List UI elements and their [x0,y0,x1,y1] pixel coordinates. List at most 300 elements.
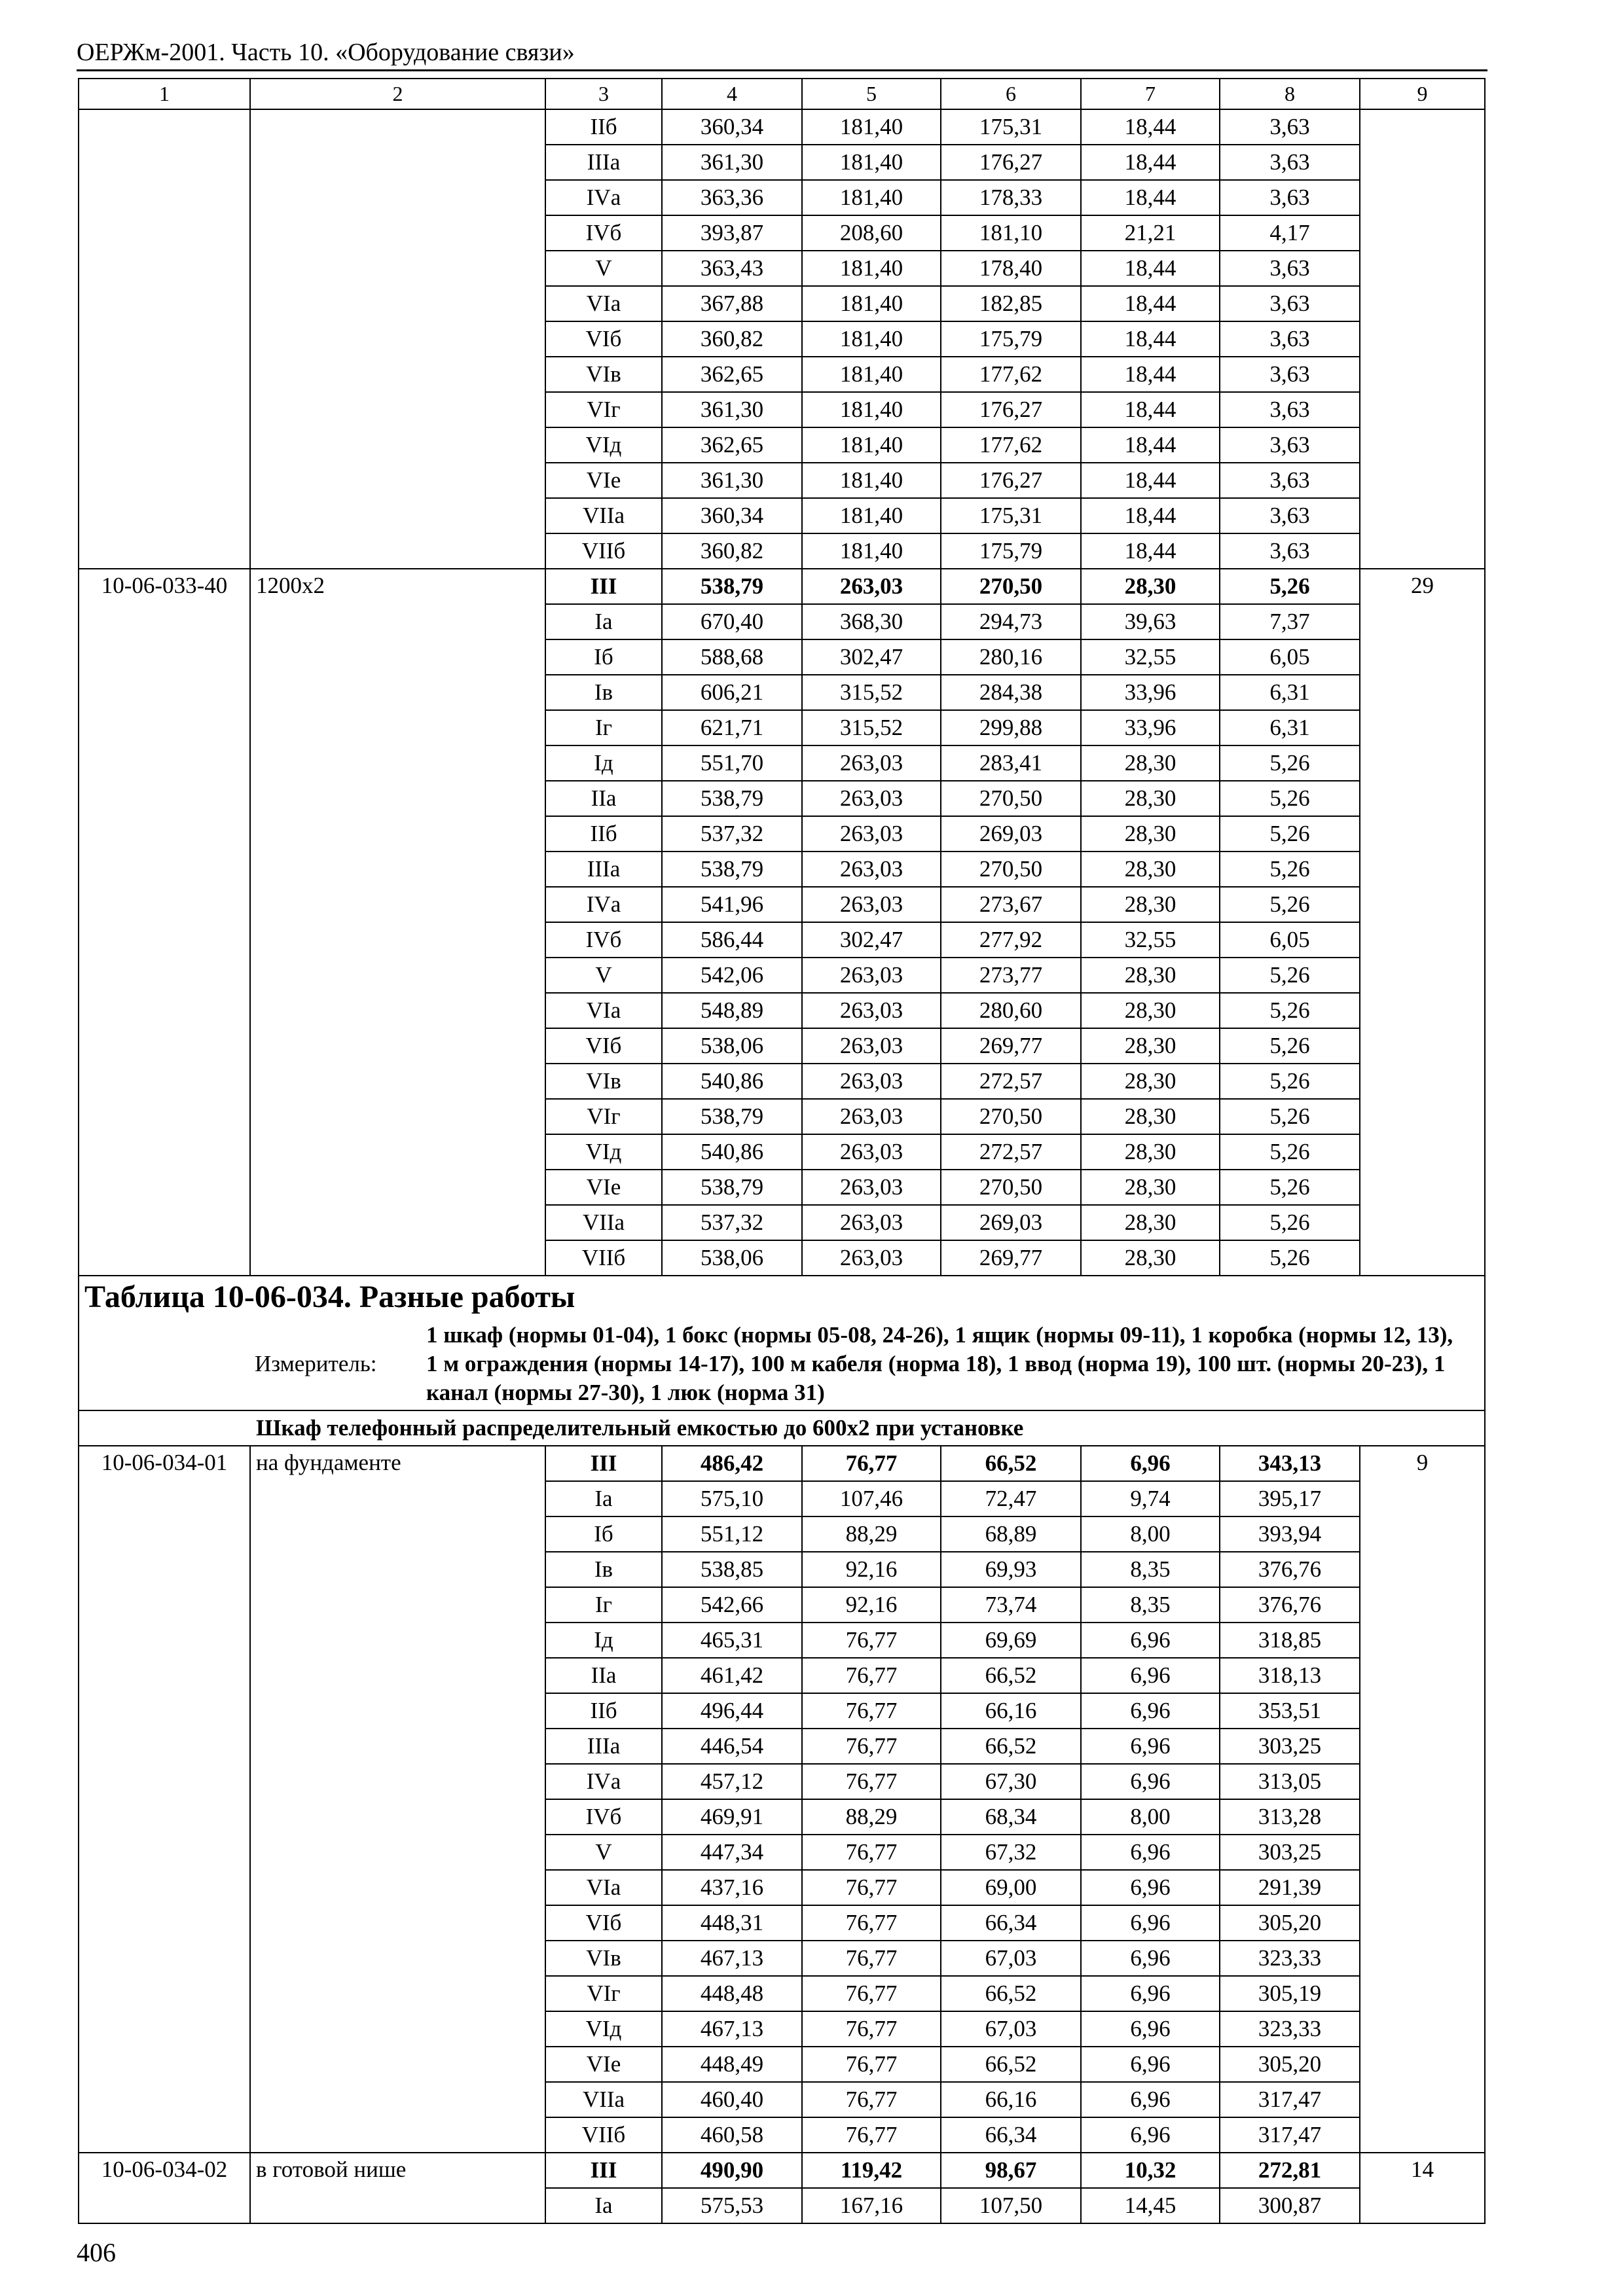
block-10-06-034-01 [79,1446,1485,2153]
value-cell: 6,96 [1081,1446,1220,1481]
value-cell: 263,03 [802,1205,941,1240]
value-cell: 305,19 [1220,1976,1360,2011]
zone-cell: IVа [545,1764,662,1799]
value-cell: 5,26 [1220,569,1360,604]
zone-cell: Iд [545,745,662,781]
value-cell: 299,88 [941,710,1081,745]
value-cell: 393,94 [1220,1516,1360,1552]
value-cell: 302,47 [802,922,941,958]
value-cell: 67,32 [941,1835,1081,1870]
value-cell: 3,63 [1220,427,1360,463]
value-cell: 360,82 [662,533,802,569]
value-cell: 3,63 [1220,357,1360,392]
value-cell: 538,79 [662,1170,802,1205]
value-cell: 18,44 [1081,427,1220,463]
value-cell: 280,16 [941,639,1081,675]
value-cell: 3,63 [1220,498,1360,533]
value-cell: 66,52 [941,1729,1081,1764]
zone-cell: VIIб [545,1240,662,1276]
zone-cell: VIб [545,1905,662,1941]
work-name [250,109,545,569]
value-cell: 263,03 [802,1170,941,1205]
value-cell: 177,62 [941,357,1081,392]
value-cell: 446,54 [662,1729,802,1764]
value-cell: 586,44 [662,922,802,958]
zone-cell: III [545,2153,662,2188]
value-cell: 76,77 [802,1835,941,1870]
table-row [79,2153,1485,2188]
value-cell: 181,40 [802,498,941,533]
zone-cell: VIIб [545,2117,662,2153]
value-cell: 92,16 [802,1587,941,1623]
zone-cell: VIг [545,1099,662,1134]
value-cell: 460,58 [662,2117,802,2153]
zone-cell: VIа [545,1870,662,1905]
value-cell: 542,66 [662,1587,802,1623]
value-cell: 5,26 [1220,1240,1360,1276]
zone-cell: IVа [545,887,662,922]
value-cell: 361,30 [662,392,802,427]
value-cell: 376,76 [1220,1587,1360,1623]
value-cell: 18,44 [1081,286,1220,321]
value-cell: 6,96 [1081,1905,1220,1941]
value-cell: 457,12 [662,1764,802,1799]
zone-cell: IIIа [545,852,662,887]
zone-cell: IVа [545,180,662,215]
value-cell: 28,30 [1081,816,1220,852]
value-cell: 460,40 [662,2082,802,2117]
value-cell: 76,77 [802,2047,941,2082]
column-number: 3 [545,79,662,109]
value-cell: 360,82 [662,321,802,357]
value-cell: 181,40 [802,251,941,286]
zone-cell: VIа [545,286,662,321]
price-table-document [78,78,1484,2224]
column-number: 7 [1081,79,1220,109]
value-cell: 263,03 [802,1240,941,1276]
value-cell: 5,26 [1220,852,1360,887]
zone-cell: VIа [545,993,662,1028]
value-cell: 28,30 [1081,781,1220,816]
norm-code: 10-06-034-02 [79,2153,250,2223]
value-cell: 538,79 [662,569,802,604]
work-name: в готовой нише [250,2153,545,2223]
block-10-06-033-40 [79,569,1485,1276]
work-name: на фундаменте [250,1446,545,2153]
value-cell: 178,33 [941,180,1081,215]
value-cell: 360,34 [662,109,802,145]
measure-text: 1 шкаф (нормы 01-04), 1 бокс (нормы 05-08, 24-26), 1 ящик (нормы 09-11), 1 коробка (нормы 12, 13), 1 м ограждения (нормы 14-17), 100 м кабеля (норма 18), 1 ввод (норма 19), 100 шт. (нормы 20-23), 1 канал (нормы 27-30), 1 люк (норма 31) [426,1322,1453,1405]
value-cell: 88,29 [802,1516,941,1552]
value-cell: 360,34 [662,498,802,533]
zone-cell: IIа [545,1658,662,1693]
value-cell: 467,13 [662,2011,802,2047]
value-cell: 66,34 [941,1905,1081,1941]
value-cell: 32,55 [1081,639,1220,675]
value-cell: 18,44 [1081,392,1220,427]
value-cell: 33,96 [1081,675,1220,710]
table-row [79,569,1485,604]
block-continued [79,109,1485,569]
table-row [79,109,1485,145]
value-cell: 317,47 [1220,2117,1360,2153]
value-cell: 28,30 [1081,1134,1220,1170]
value-cell: 175,31 [941,109,1081,145]
value-cell: 367,88 [662,286,802,321]
value-cell: 6,96 [1081,2117,1220,2153]
value-cell: 69,69 [941,1623,1081,1658]
value-cell: 6,96 [1081,1870,1220,1905]
table-034-heading [79,1276,1485,1446]
value-cell: 272,57 [941,1064,1081,1099]
value-cell: 208,60 [802,215,941,251]
value-cell: 305,20 [1220,1905,1360,1941]
col9-cell: 9 [1360,1446,1485,2153]
value-cell: 76,77 [802,2011,941,2047]
value-cell: 76,77 [802,1729,941,1764]
value-cell: 73,74 [941,1587,1081,1623]
value-cell: 5,26 [1220,781,1360,816]
running-header: ОЕРЖм-2001. Часть 10. «Оборудование связи» [77,39,575,66]
zone-cell: IIIа [545,145,662,180]
zone-cell: Iг [545,1587,662,1623]
value-cell: 182,85 [941,286,1081,321]
value-cell: 323,33 [1220,2011,1360,2047]
value-cell: 18,44 [1081,533,1220,569]
value-cell: 76,77 [802,1693,941,1729]
value-cell: 361,30 [662,463,802,498]
value-cell: 263,03 [802,993,941,1028]
zone-cell: Iа [545,2188,662,2223]
value-cell: 6,05 [1220,922,1360,958]
value-cell: 269,03 [941,816,1081,852]
value-cell: 5,26 [1220,745,1360,781]
zone-cell: Iв [545,675,662,710]
value-cell: 3,63 [1220,251,1360,286]
value-cell: 496,44 [662,1693,802,1729]
value-cell: 66,52 [941,1658,1081,1693]
value-cell: 315,52 [802,675,941,710]
value-cell: 181,40 [802,180,941,215]
value-cell: 323,33 [1220,1941,1360,1976]
value-cell: 76,77 [802,2117,941,2153]
value-cell: 181,40 [802,533,941,569]
value-cell: 270,50 [941,1099,1081,1134]
table-title-row [79,1276,1485,1410]
value-cell: 313,05 [1220,1764,1360,1799]
value-cell: 18,44 [1081,145,1220,180]
page-number: 406 [77,2238,116,2267]
value-cell: 538,79 [662,781,802,816]
value-cell: 6,31 [1220,710,1360,745]
value-cell: 393,87 [662,215,802,251]
zone-cell: VIд [545,2011,662,2047]
value-cell: 363,36 [662,180,802,215]
value-cell: 277,92 [941,922,1081,958]
value-cell: 76,77 [802,1623,941,1658]
zone-cell: Iд [545,1623,662,1658]
value-cell: 181,40 [802,392,941,427]
section-title: Шкаф телефонный распределительный емкостью до 600х2 при установке [79,1410,1485,1446]
value-cell: 538,06 [662,1240,802,1276]
value-cell: 448,31 [662,1905,802,1941]
value-cell: 270,50 [941,1170,1081,1205]
value-cell: 69,00 [941,1870,1081,1905]
value-cell: 67,03 [941,2011,1081,2047]
value-cell: 353,51 [1220,1693,1360,1729]
zone-cell: IVб [545,922,662,958]
zone-cell: VIIа [545,2082,662,2117]
value-cell: 437,16 [662,1870,802,1905]
value-cell: 10,32 [1081,2153,1220,2188]
value-cell: 6,96 [1081,2047,1220,2082]
norm-code: 10-06-034-01 [79,1446,250,2153]
value-cell: 263,03 [802,1064,941,1099]
zone-cell: Iг [545,710,662,745]
value-cell: 72,47 [941,1481,1081,1516]
value-cell: 300,87 [1220,2188,1360,2223]
value-cell: 269,03 [941,1205,1081,1240]
value-cell: 28,30 [1081,1205,1220,1240]
column-number: 6 [941,79,1081,109]
value-cell: 263,03 [802,1028,941,1064]
value-cell: 284,38 [941,675,1081,710]
value-cell: 541,96 [662,887,802,922]
zone-cell: V [545,1835,662,1870]
value-cell: 181,40 [802,321,941,357]
zone-cell: Iв [545,1552,662,1587]
value-cell: 9,74 [1081,1481,1220,1516]
value-cell: 76,77 [802,1658,941,1693]
value-cell: 6,96 [1081,1764,1220,1799]
value-cell: 5,26 [1220,1205,1360,1240]
value-cell: 465,31 [662,1623,802,1658]
zone-cell: IVб [545,215,662,251]
value-cell: 5,26 [1220,958,1360,993]
value-cell: 18,44 [1081,251,1220,286]
value-cell: 8,00 [1081,1799,1220,1835]
value-cell: 273,67 [941,887,1081,922]
value-cell: 181,40 [802,463,941,498]
value-cell: 28,30 [1081,745,1220,781]
value-cell: 6,31 [1220,675,1360,710]
value-cell: 3,63 [1220,286,1360,321]
zone-cell: Iб [545,639,662,675]
price-table [78,78,1486,2224]
value-cell: 176,27 [941,145,1081,180]
value-cell: 263,03 [802,1099,941,1134]
value-cell: 5,26 [1220,816,1360,852]
zone-cell: VIе [545,2047,662,2082]
value-cell: 263,03 [802,852,941,887]
value-cell: 362,65 [662,427,802,463]
value-cell: 315,52 [802,710,941,745]
value-cell: 175,79 [941,533,1081,569]
value-cell: 33,96 [1081,710,1220,745]
value-cell: 318,13 [1220,1658,1360,1693]
value-cell: 376,76 [1220,1552,1360,1587]
value-cell: 32,55 [1081,922,1220,958]
zone-cell: VIв [545,1941,662,1976]
value-cell: 447,34 [662,1835,802,1870]
value-cell: 18,44 [1081,498,1220,533]
value-cell: 263,03 [802,1134,941,1170]
value-cell: 606,21 [662,675,802,710]
value-cell: 181,40 [802,286,941,321]
value-cell: 263,03 [802,887,941,922]
work-name: 1200x2 [250,569,545,1276]
value-cell: 5,26 [1220,993,1360,1028]
value-cell: 621,71 [662,710,802,745]
header-rule [77,69,1487,71]
zone-cell: VIг [545,392,662,427]
col9-cell: 14 [1360,2153,1485,2223]
value-cell: 6,05 [1220,639,1360,675]
value-cell: 272,81 [1220,2153,1360,2188]
zone-cell: IIб [545,816,662,852]
value-cell: 176,27 [941,392,1081,427]
column-number: 1 [79,79,250,109]
norm-code: 10-06-033-40 [79,569,250,1276]
value-cell: 538,85 [662,1552,802,1587]
value-cell: 291,39 [1220,1870,1360,1905]
zone-cell: IIб [545,109,662,145]
value-cell: 551,70 [662,745,802,781]
value-cell: 317,47 [1220,2082,1360,2117]
value-cell: 21,21 [1081,215,1220,251]
table-title: Таблица 10-06-034. Разные работы [84,1280,575,1314]
table-body-top [79,79,1485,109]
value-cell: 3,63 [1220,145,1360,180]
value-cell: 28,30 [1081,1099,1220,1134]
value-cell: 76,77 [802,1870,941,1905]
zone-cell: Iа [545,1481,662,1516]
column-number: 4 [662,79,802,109]
zone-cell: IIIа [545,1729,662,1764]
value-cell: 540,86 [662,1134,802,1170]
value-cell: 6,96 [1081,1976,1220,2011]
value-cell: 88,29 [802,1799,941,1835]
zone-cell: Iб [545,1516,662,1552]
zone-cell: III [545,569,662,604]
value-cell: 28,30 [1081,852,1220,887]
value-cell: 318,85 [1220,1623,1360,1658]
value-cell: 28,30 [1081,1028,1220,1064]
value-cell: 283,41 [941,745,1081,781]
zone-cell: Iа [545,604,662,639]
value-cell: 6,96 [1081,1658,1220,1693]
zone-cell: VIе [545,1170,662,1205]
value-cell: 66,52 [941,1976,1081,2011]
value-cell: 302,47 [802,639,941,675]
value-cell: 175,31 [941,498,1081,533]
measure-label: Измеритель: [255,1351,377,1376]
value-cell: 76,77 [802,1764,941,1799]
zone-cell: IIб [545,1693,662,1729]
value-cell: 467,13 [662,1941,802,1976]
value-cell: 5,26 [1220,1134,1360,1170]
column-number: 9 [1360,79,1485,109]
value-cell: 3,63 [1220,533,1360,569]
value-cell: 461,42 [662,1658,802,1693]
value-cell: 28,30 [1081,569,1220,604]
value-cell: 76,77 [802,2082,941,2117]
value-cell: 263,03 [802,745,941,781]
value-cell: 66,16 [941,2082,1081,2117]
value-cell: 6,96 [1081,1729,1220,1764]
value-cell: 181,40 [802,145,941,180]
value-cell: 18,44 [1081,180,1220,215]
value-cell: 361,30 [662,145,802,180]
table-row [79,1446,1485,1481]
value-cell: 18,44 [1081,357,1220,392]
value-cell: 67,03 [941,1941,1081,1976]
value-cell: 28,30 [1081,958,1220,993]
value-cell: 8,35 [1081,1552,1220,1587]
value-cell: 66,16 [941,1693,1081,1729]
value-cell: 538,06 [662,1028,802,1064]
value-cell: 448,48 [662,1976,802,2011]
value-cell: 76,77 [802,1446,941,1481]
value-cell: 575,53 [662,2188,802,2223]
value-cell: 343,13 [1220,1446,1360,1481]
value-cell: 67,30 [941,1764,1081,1799]
zone-cell: VIв [545,1064,662,1099]
value-cell: 294,73 [941,604,1081,639]
value-cell: 66,52 [941,2047,1081,2082]
value-cell: 8,35 [1081,1587,1220,1623]
value-cell: 5,26 [1220,1099,1360,1134]
value-cell: 28,30 [1081,1240,1220,1276]
col9-cell: 29 [1360,569,1485,1276]
norm-code [79,109,250,569]
value-cell: 175,79 [941,321,1081,357]
value-cell: 272,57 [941,1134,1081,1170]
value-cell: 3,63 [1220,180,1360,215]
value-cell: 551,12 [662,1516,802,1552]
value-cell: 486,42 [662,1446,802,1481]
value-cell: 537,32 [662,816,802,852]
value-cell: 588,68 [662,639,802,675]
value-cell: 3,63 [1220,392,1360,427]
zone-cell: VIб [545,321,662,357]
value-cell: 273,77 [941,958,1081,993]
zone-cell: VIг [545,1976,662,2011]
value-cell: 7,37 [1220,604,1360,639]
zone-cell: V [545,958,662,993]
value-cell: 6,96 [1081,1623,1220,1658]
zone-cell: VIд [545,427,662,463]
zone-cell: IVб [545,1799,662,1835]
value-cell: 68,89 [941,1516,1081,1552]
value-cell: 303,25 [1220,1835,1360,1870]
value-cell: 3,63 [1220,463,1360,498]
zone-cell: V [545,251,662,286]
zone-cell: III [545,1446,662,1481]
column-number: 2 [250,79,545,109]
value-cell: 575,10 [662,1481,802,1516]
value-cell: 18,44 [1081,321,1220,357]
value-cell: 181,40 [802,357,941,392]
zone-cell: VIIб [545,533,662,569]
zone-cell: VIб [545,1028,662,1064]
value-cell: 6,96 [1081,1693,1220,1729]
value-cell: 76,77 [802,1905,941,1941]
value-cell: 181,10 [941,215,1081,251]
value-cell: 66,52 [941,1446,1081,1481]
value-cell: 6,96 [1081,2011,1220,2047]
value-cell: 76,77 [802,1941,941,1976]
